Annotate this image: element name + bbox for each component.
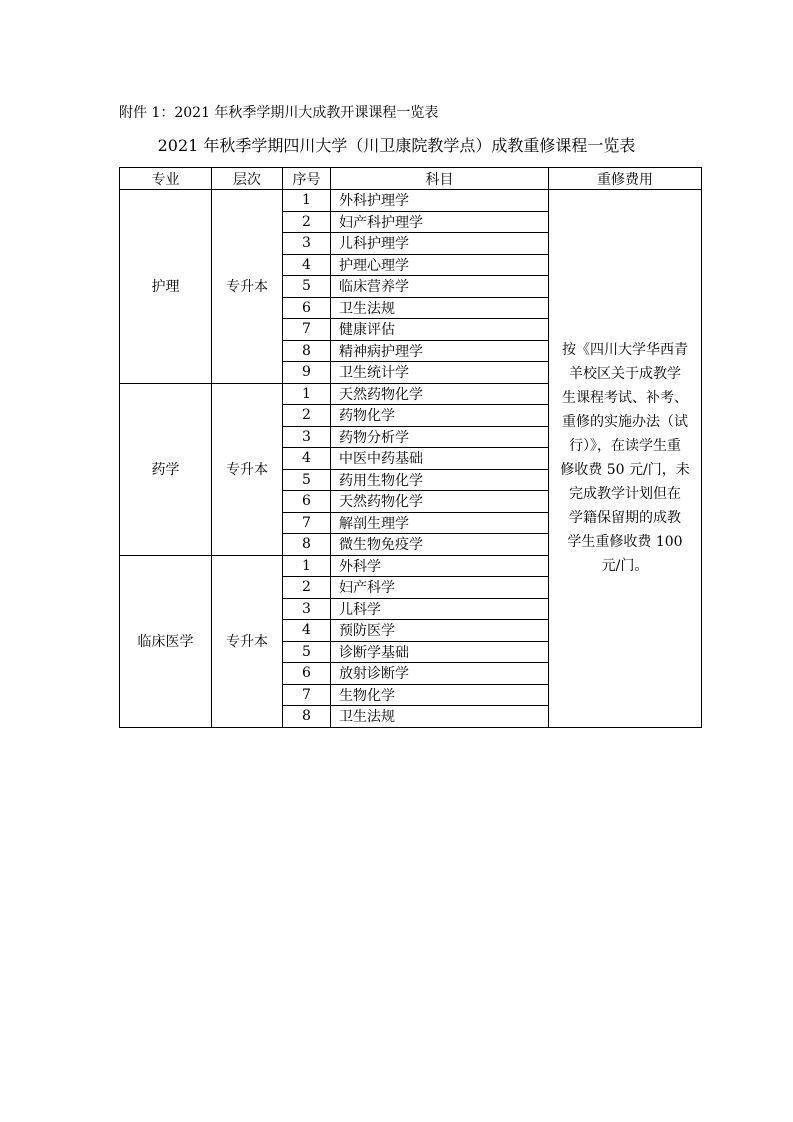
course-subject: 精神病护理学 (331, 340, 549, 362)
course-subject: 天然药物化学 (331, 491, 549, 513)
course-number: 8 (283, 340, 331, 362)
fee-note-line: 学籍保留期的成教 (569, 510, 681, 527)
course-number: 6 (283, 297, 331, 319)
course-number: 8 (283, 534, 331, 556)
course-subject: 卫生法规 (331, 297, 549, 319)
course-subject: 诊断学基础 (331, 641, 549, 663)
course-number: 5 (283, 469, 331, 491)
course-subject: 卫生统计学 (331, 362, 549, 384)
course-number: 4 (283, 620, 331, 642)
course-subject: 生物化学 (331, 684, 549, 706)
major-cell: 临床医学 (120, 555, 212, 727)
retake-fee-note (549, 190, 702, 728)
course-number: 2 (283, 405, 331, 427)
course-number: 1 (283, 190, 331, 212)
fee-note-line: 行）》，在读学生重 (569, 438, 681, 455)
header-level: 层次 (212, 168, 283, 190)
course-number: 5 (283, 276, 331, 298)
retake-course-table (119, 167, 702, 728)
header-number: 序号 (283, 168, 331, 190)
fee-note-line: 按《四川大学华西青 (562, 342, 688, 359)
course-number: 4 (283, 254, 331, 276)
course-number: 2 (283, 211, 331, 233)
header-major: 专业 (120, 168, 212, 190)
course-number: 4 (283, 448, 331, 470)
table-row (120, 190, 702, 212)
course-subject: 外科学 (331, 555, 549, 577)
fee-note-line: 生课程考试、补考、 (562, 390, 688, 407)
fee-note-line: 修收费 50 元/门，未 (560, 462, 690, 479)
course-subject: 微生物免疫学 (331, 534, 549, 556)
fee-note-line: 完成教学计划但在 (569, 486, 681, 503)
course-subject: 临床营养学 (331, 276, 549, 298)
course-number: 1 (283, 555, 331, 577)
header-subject: 科目 (331, 168, 549, 190)
course-number: 5 (283, 641, 331, 663)
course-subject: 中医中药基础 (331, 448, 549, 470)
course-subject: 天然药物化学 (331, 383, 549, 405)
page-title: 2021 年秋季学期四川大学（川卫康院教学点）成教重修课程一览表 (157, 136, 636, 155)
course-number: 3 (283, 233, 331, 255)
course-subject: 预防医学 (331, 620, 549, 642)
fee-note-line: 羊校区关于成教学 (569, 366, 681, 383)
course-number: 6 (283, 663, 331, 685)
attachment-line: 附件 1：2021 年秋季学期川大成教开课课程一览表 (119, 105, 439, 121)
course-number: 2 (283, 577, 331, 599)
course-number: 3 (283, 426, 331, 448)
level-cell: 专升本 (212, 555, 283, 727)
course-subject: 儿科学 (331, 598, 549, 620)
fee-note-line: 元/门。 (601, 558, 649, 575)
course-subject: 药用生物化学 (331, 469, 549, 491)
course-subject: 儿科护理学 (331, 233, 549, 255)
course-subject: 卫生法规 (331, 706, 549, 728)
course-subject: 药物化学 (331, 405, 549, 427)
course-number: 6 (283, 491, 331, 513)
course-subject: 妇产科护理学 (331, 211, 549, 233)
major-cell: 护理 (120, 190, 212, 384)
level-cell: 专升本 (212, 383, 283, 555)
course-subject: 健康评估 (331, 319, 549, 341)
fee-note-line: 学生重修收费 100 (567, 534, 683, 551)
fee-note-line: 重修的实施办法（试 (562, 414, 688, 431)
course-subject: 护理心理学 (331, 254, 549, 276)
course-number: 7 (283, 319, 331, 341)
course-number: 7 (283, 684, 331, 706)
course-subject: 外科护理学 (331, 190, 549, 212)
table-body (120, 190, 702, 728)
major-cell: 药学 (120, 383, 212, 555)
level-cell: 专升本 (212, 190, 283, 384)
course-number: 1 (283, 383, 331, 405)
course-number: 9 (283, 362, 331, 384)
course-number: 3 (283, 598, 331, 620)
table-header-row (120, 168, 702, 190)
course-subject: 药物分析学 (331, 426, 549, 448)
course-number: 7 (283, 512, 331, 534)
course-subject: 妇产科学 (331, 577, 549, 599)
course-number: 8 (283, 706, 331, 728)
header-fee: 重修费用 (549, 168, 702, 190)
course-subject: 解剖生理学 (331, 512, 549, 534)
course-subject: 放射诊断学 (331, 663, 549, 685)
